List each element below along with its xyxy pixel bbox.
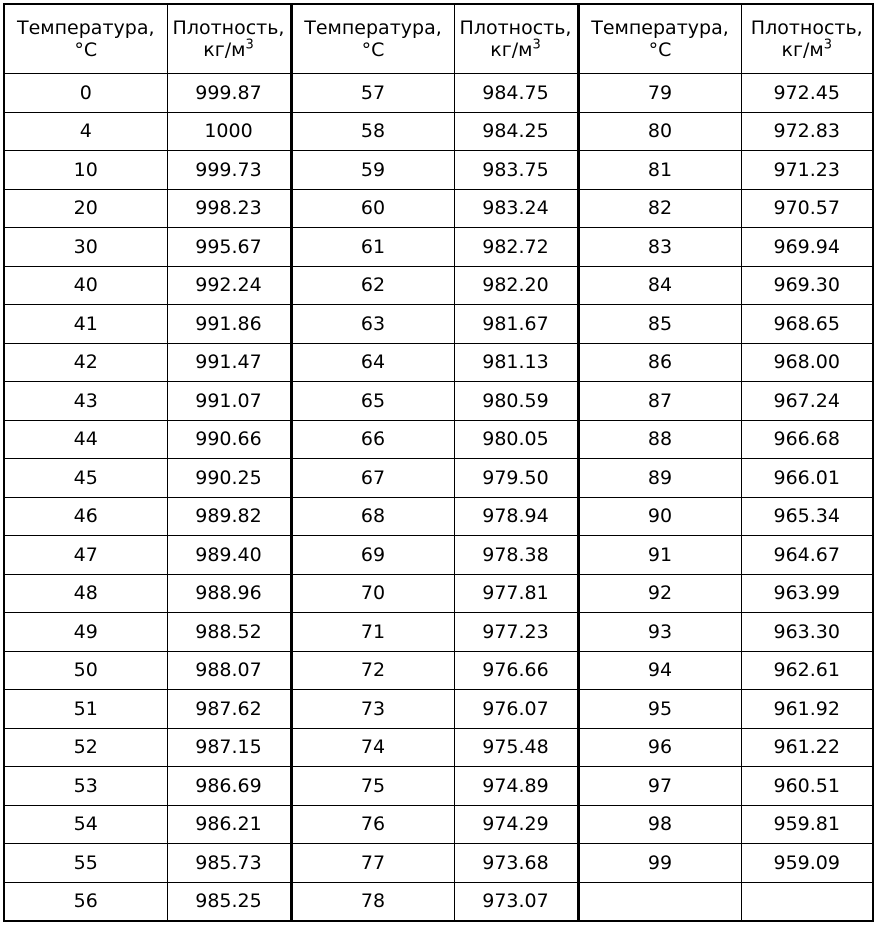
density-header-label: Плотность, [459,17,572,39]
table-row [4,767,873,806]
temperature-cell: 74 [291,728,454,767]
density-cell: 981.13 [454,343,578,382]
temperature-cell: 20 [4,189,167,228]
table-header [4,4,873,74]
density-cell: 968.65 [741,305,873,344]
table-row [4,497,873,536]
density-header-unit-exponent: 3 [245,37,254,53]
temperature-cell: 82 [578,189,741,228]
density-cell: 987.62 [167,690,291,729]
density-cell: 969.94 [741,228,873,267]
temperature-cell: 51 [4,690,167,729]
temperature-cell: 53 [4,767,167,806]
table-row [4,343,873,382]
density-cell: 998.23 [167,189,291,228]
density-cell: 1000 [167,112,291,151]
density-cell: 972.83 [741,112,873,151]
temperature-cell: 40 [4,266,167,305]
density-header-label: Плотность, [750,17,863,39]
table-row [4,728,873,767]
density-cell: 988.96 [167,574,291,613]
temperature-cell: 97 [578,767,741,806]
table-row [4,74,873,113]
temperature-cell: 89 [578,459,741,498]
temperature-header-label: Температура, [304,17,442,39]
density-cell: 963.30 [741,613,873,652]
temperature-cell: 47 [4,536,167,575]
density-header-unit: кг/м [490,39,533,61]
density-header [454,4,578,74]
density-cell: 988.07 [167,651,291,690]
density-cell: 982.72 [454,228,578,267]
temperature-cell: 87 [578,382,741,421]
table-row [4,459,873,498]
density-header [741,4,873,74]
temperature-cell: 71 [291,613,454,652]
table-row [4,305,873,344]
density-cell: 976.07 [454,690,578,729]
temperature-cell: 43 [4,382,167,421]
temperature-header [578,4,741,74]
temperature-cell: 79 [578,74,741,113]
temperature-cell: 93 [578,613,741,652]
table-body [4,74,873,922]
density-cell: 999.73 [167,151,291,190]
density-cell: 973.07 [454,882,578,921]
temperature-cell: 91 [578,536,741,575]
temperature-cell: 55 [4,844,167,883]
temperature-cell: 92 [578,574,741,613]
density-header-unit-exponent: 3 [532,37,541,53]
density-cell: 961.22 [741,728,873,767]
density-cell: 963.99 [741,574,873,613]
temperature-cell: 72 [291,651,454,690]
temperature-cell: 49 [4,613,167,652]
table-row [4,228,873,267]
density-cell: 981.67 [454,305,578,344]
temperature-cell: 46 [4,497,167,536]
temperature-cell: 52 [4,728,167,767]
temperature-cell: 4 [4,112,167,151]
density-header-label: Плотность, [172,17,285,39]
density-header-unit: кг/м [781,39,824,61]
density-cell: 989.82 [167,497,291,536]
density-cell: 972.45 [741,74,873,113]
temperature-cell: 86 [578,343,741,382]
density-cell: 979.50 [454,459,578,498]
table-row [4,536,873,575]
density-cell: 968.00 [741,343,873,382]
temperature-cell: 94 [578,651,741,690]
temperature-header-label: Температура, [17,17,155,39]
density-cell: 974.89 [454,767,578,806]
density-cell: 985.73 [167,844,291,883]
temperature-cell: 69 [291,536,454,575]
density-cell: 999.87 [167,74,291,113]
density-cell: 990.25 [167,459,291,498]
temperature-cell: 45 [4,459,167,498]
density-cell: 983.24 [454,189,578,228]
table-row [4,151,873,190]
table-row [4,882,873,921]
density-cell: 984.25 [454,112,578,151]
density-header [167,4,291,74]
temperature-cell: 81 [578,151,741,190]
temperature-cell: 10 [4,151,167,190]
density-cell: 970.57 [741,189,873,228]
temperature-cell: 73 [291,690,454,729]
temperature-header-unit: °C [74,39,98,61]
density-cell: 976.66 [454,651,578,690]
temperature-cell: 59 [291,151,454,190]
table-row [4,266,873,305]
density-cell: 991.47 [167,343,291,382]
density-cell: 962.61 [741,651,873,690]
temperature-cell: 99 [578,844,741,883]
temperature-cell: 0 [4,74,167,113]
density-cell: 977.23 [454,613,578,652]
temperature-cell: 60 [291,189,454,228]
density-cell: 965.34 [741,497,873,536]
temperature-cell: 75 [291,767,454,806]
density-header-unit: кг/м [203,39,246,61]
temperature-cell: 50 [4,651,167,690]
density-cell: 988.52 [167,613,291,652]
density-cell: 978.94 [454,497,578,536]
density-cell: 966.68 [741,420,873,459]
temperature-cell: 84 [578,266,741,305]
density-cell: 995.67 [167,228,291,267]
temperature-cell: 70 [291,574,454,613]
temperature-header [4,4,167,74]
temperature-cell: 77 [291,844,454,883]
density-cell [741,882,873,921]
temperature-cell: 54 [4,805,167,844]
density-cell: 977.81 [454,574,578,613]
temperature-cell: 44 [4,420,167,459]
temperature-cell: 66 [291,420,454,459]
temperature-cell: 30 [4,228,167,267]
temperature-cell: 61 [291,228,454,267]
density-cell: 992.24 [167,266,291,305]
density-cell: 990.66 [167,420,291,459]
density-cell: 964.67 [741,536,873,575]
temperature-cell: 64 [291,343,454,382]
temperature-header-unit: °C [361,39,385,61]
temperature-cell: 80 [578,112,741,151]
temperature-cell: 96 [578,728,741,767]
density-cell: 975.48 [454,728,578,767]
table-row [4,690,873,729]
temperature-cell: 56 [4,882,167,921]
density-cell: 959.09 [741,844,873,883]
density-cell: 987.15 [167,728,291,767]
table-row [4,420,873,459]
temperature-cell: 57 [291,74,454,113]
table-row [4,112,873,151]
density-cell: 985.25 [167,882,291,921]
density-cell: 967.24 [741,382,873,421]
density-cell: 980.05 [454,420,578,459]
temperature-cell: 65 [291,382,454,421]
temperature-header [291,4,454,74]
table-row [4,805,873,844]
density-cell: 984.75 [454,74,578,113]
density-cell: 974.29 [454,805,578,844]
density-cell: 973.68 [454,844,578,883]
density-cell: 959.81 [741,805,873,844]
temperature-cell: 68 [291,497,454,536]
density-cell: 978.38 [454,536,578,575]
density-cell: 991.86 [167,305,291,344]
temperature-cell: 85 [578,305,741,344]
temperature-cell: 48 [4,574,167,613]
table-row [4,651,873,690]
density-header-unit-exponent: 3 [823,37,832,53]
temperature-cell: 42 [4,343,167,382]
temperature-cell: 88 [578,420,741,459]
density-cell: 982.20 [454,266,578,305]
temperature-header-label: Температура, [591,17,729,39]
temperature-cell: 83 [578,228,741,267]
temperature-cell: 95 [578,690,741,729]
density-cell: 961.92 [741,690,873,729]
density-cell: 986.69 [167,767,291,806]
temperature-cell: 63 [291,305,454,344]
table-row [4,613,873,652]
temperature-cell: 98 [578,805,741,844]
density-cell: 980.59 [454,382,578,421]
temperature-cell: 67 [291,459,454,498]
density-cell: 969.30 [741,266,873,305]
table-row [4,574,873,613]
temperature-cell [578,882,741,921]
density-cell: 960.51 [741,767,873,806]
temperature-cell: 78 [291,882,454,921]
temperature-cell: 62 [291,266,454,305]
density-cell: 991.07 [167,382,291,421]
density-cell: 989.40 [167,536,291,575]
table-row [4,189,873,228]
temperature-cell: 90 [578,497,741,536]
table-row [4,844,873,883]
water-density-table [3,3,874,922]
density-cell: 966.01 [741,459,873,498]
header-row [4,4,873,74]
density-cell: 986.21 [167,805,291,844]
table-row [4,382,873,421]
temperature-cell: 76 [291,805,454,844]
temperature-header-unit: °C [648,39,672,61]
temperature-cell: 41 [4,305,167,344]
density-cell: 971.23 [741,151,873,190]
density-cell: 983.75 [454,151,578,190]
temperature-cell: 58 [291,112,454,151]
